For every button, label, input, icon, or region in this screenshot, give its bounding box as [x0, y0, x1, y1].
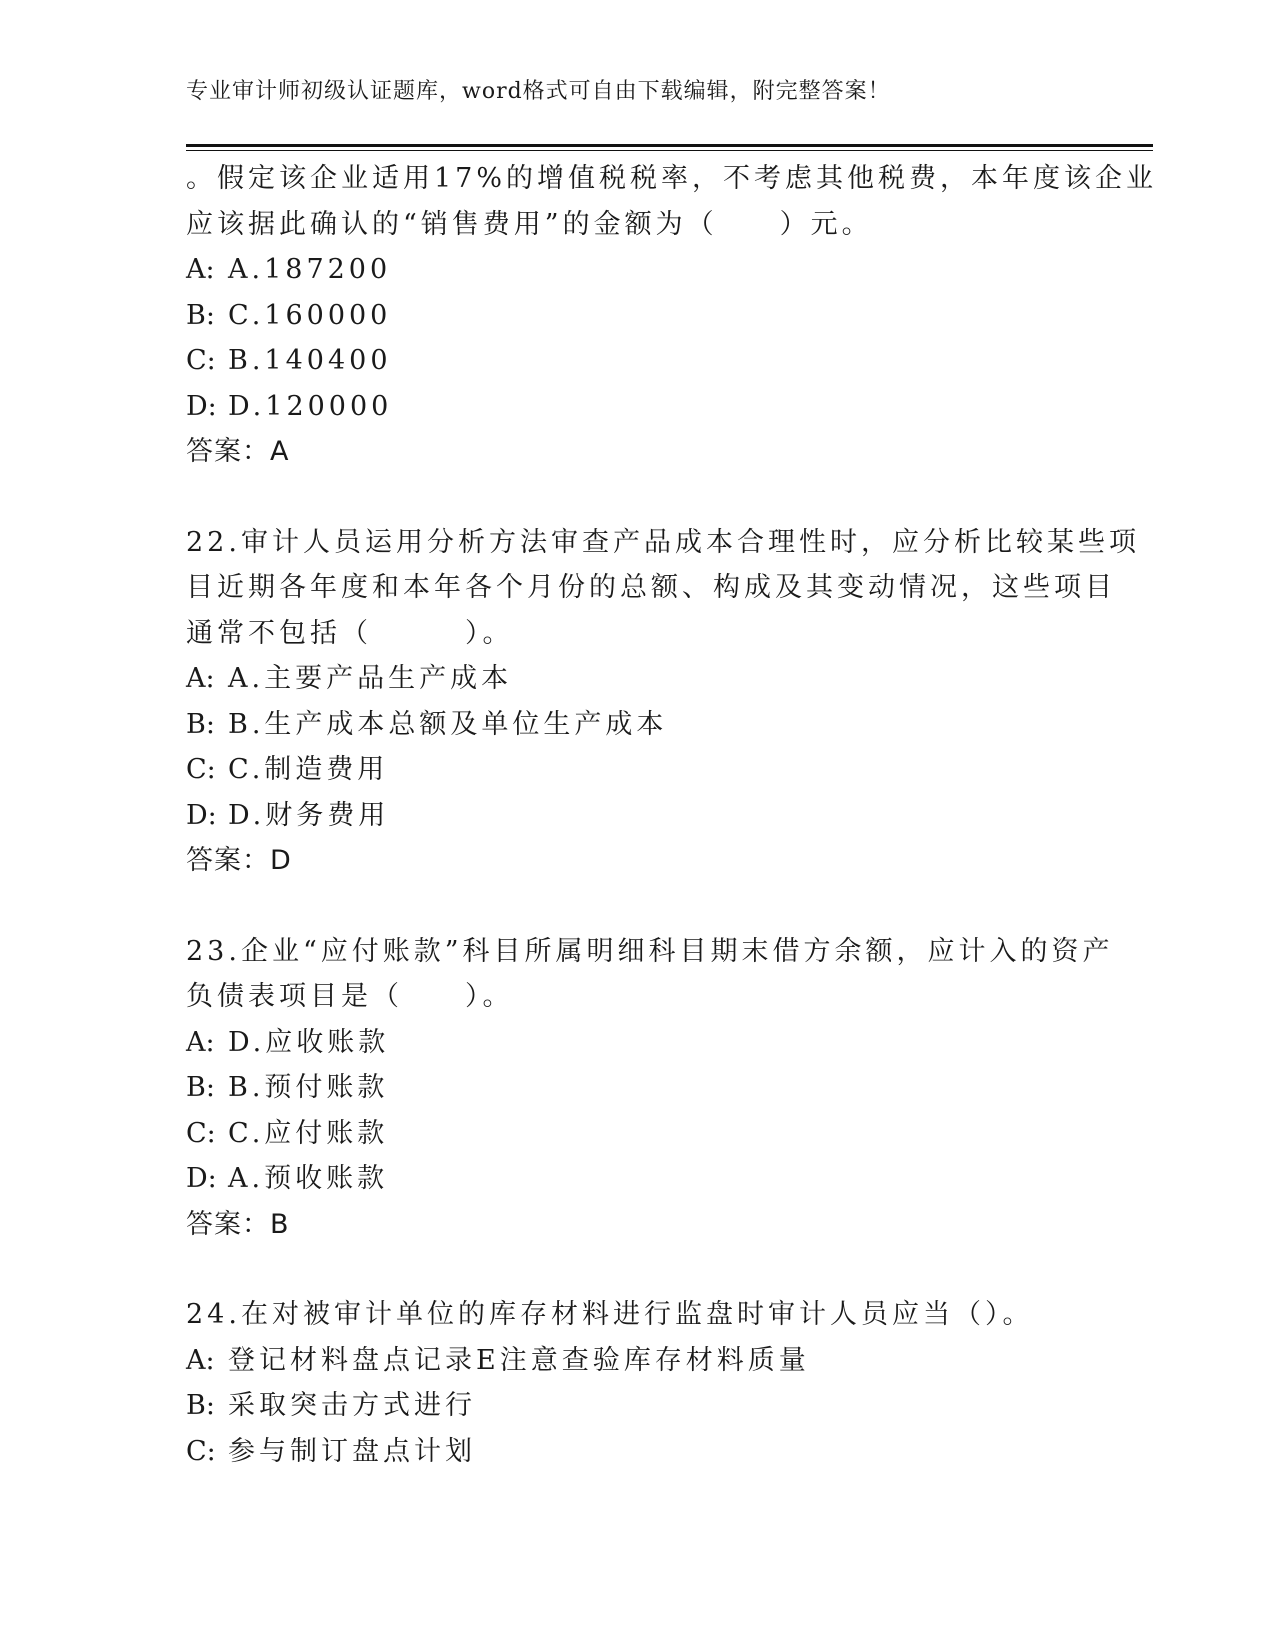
option-key: D:: [186, 799, 217, 831]
option-text: D.应收账款: [228, 1026, 390, 1058]
option-text: D.120000: [228, 390, 393, 422]
option-key: B:: [186, 1072, 215, 1103]
option-key: C:: [186, 1435, 216, 1467]
option-a: [186, 656, 1086, 702]
question-content: [186, 156, 1158, 1474]
question-text: 负债表项目是（ ）。: [186, 981, 514, 1012]
option-c: [186, 338, 1086, 384]
option-key: B:: [186, 708, 215, 740]
option-key: C:: [186, 345, 216, 376]
option-b: [186, 702, 1086, 748]
question-text: 应该据此确认的“销售费用”的金额为（ ）元。: [186, 208, 873, 240]
option-b: [186, 1065, 1086, 1111]
option-c: [186, 1429, 1086, 1475]
option-text: C.制造费用: [228, 754, 389, 785]
spacer: [186, 884, 1086, 929]
answer-line: 答案：A: [186, 436, 290, 467]
header-rule-thick: [186, 144, 1153, 147]
header-rule-thin: [186, 150, 1153, 151]
option-d: [186, 1156, 1086, 1202]
option-d: [186, 793, 1086, 839]
option-text: B.预付账款: [228, 1072, 389, 1103]
option-c: [186, 1111, 1086, 1157]
question-text: 23.企业“应付账款”科目所属明细科目期末借方余额，应计入的资产: [186, 935, 1114, 967]
option-key: B:: [186, 1390, 215, 1421]
option-d: [186, 384, 1086, 430]
option-key: A:: [186, 1026, 215, 1058]
option-text: D.财务费用: [228, 799, 390, 831]
question-text: 。假定该企业适用17%的增值税税率，不考虑其他税费，本年度该企业: [186, 163, 1158, 194]
option-key: A:: [186, 254, 215, 285]
option-text: C.160000: [228, 299, 392, 331]
answer-line: 答案：B: [186, 1208, 290, 1240]
option-c: [186, 747, 1086, 793]
option-text: 采取突击方式进行: [228, 1390, 476, 1421]
option-key: C:: [186, 754, 216, 785]
option-b: [186, 293, 1086, 339]
option-a: [186, 1020, 1086, 1066]
question-block: [186, 929, 1114, 1248]
question-block: [186, 156, 1158, 475]
option-text: A.187200: [228, 254, 392, 285]
spacer: [186, 1247, 1086, 1292]
option-key: C:: [186, 1117, 216, 1149]
option-text: B.生产成本总额及单位生产成本: [228, 708, 668, 740]
option-key: A:: [186, 1344, 215, 1376]
page-header: 专业审计师初级认证题库，word格式可自由下载编辑，附完整答案！: [186, 79, 891, 104]
spacer: [186, 475, 1086, 520]
question-text: 目近期各年度和本年各个月份的总额、构成及其变动情况，这些项目: [186, 572, 1116, 603]
question-text: 通常不包括（ ）。: [186, 617, 514, 649]
option-key: B:: [186, 299, 215, 331]
option-key: A:: [186, 663, 215, 694]
option-text: 参与制订盘点计划: [228, 1435, 476, 1467]
option-a: [186, 1338, 1086, 1384]
option-key: D:: [186, 390, 217, 422]
question-block: [186, 1292, 1086, 1474]
question-text: 24.在对被审计单位的库存材料进行监盘时审计人员应当（）。: [186, 1299, 1034, 1330]
option-text: A.主要产品生产成本: [228, 663, 513, 694]
option-text: 登记材料盘点记录E注意查验库存材料质量: [228, 1344, 810, 1376]
question-block: [186, 520, 1140, 884]
question-text: 22.审计人员运用分析方法审查产品成本合理性时，应分析比较某些项: [186, 526, 1140, 558]
answer-line: 答案：D: [186, 845, 292, 876]
option-text: A.预收账款: [228, 1163, 389, 1194]
option-b: [186, 1383, 1086, 1429]
option-key: D:: [186, 1163, 217, 1194]
option-text: B.140400: [228, 345, 392, 376]
option-a: [186, 247, 1086, 293]
option-text: C.应付账款: [228, 1117, 389, 1149]
